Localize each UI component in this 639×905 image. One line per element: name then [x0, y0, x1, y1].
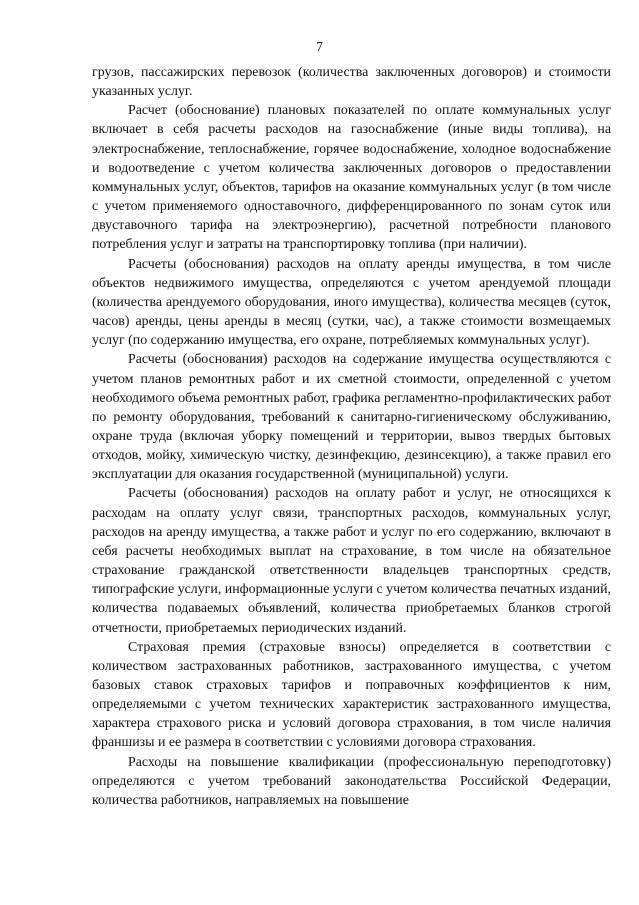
page-body [92, 63, 611, 810]
paragraph-5: Расчеты (обоснования) расходов на оплату работ и услуг, не относящихся к расходам на оплату услуг связи, транспортных расходов, коммунальных услуг, расходов на аренду имущества, а также работ и услуг по его содержанию, включают в себя расчеты необходимых выплат на страхование, в том числе на обязательное страхование гражданской ответственности владельцев транспортных средств, типографские услуги, информационные услуги с учетом количества печатных изданий, количества подаваемых объявлений, количества приобретаемых бланков строгой отчетности, приобретаемых периодических изданий. [92, 486, 611, 636]
paragraph-4: Расчеты (обоснования) расходов на содержание имущества осуществляются с учетом планов ремонтных работ и их сметной стоимости, определенной с учетом необходимого объема ремонтных работ, графика регламентно-профилактических работ по ремонту оборудования, требований к санитарно-гигиеническому обслуживанию, охране труда (включая уборку помещений и территории, вывоз твердых бытовых отходов, мойку, химическую чистку, дезинфекцию, дезинсекцию), а также правил его эксплуатации для оказания государственной (муниципальной) услуги. [92, 352, 611, 483]
paragraph-6: Страховая премия (страховые взносы) определяется в соответствии с количеством застрахованных работников, застрахованного имущества, с учетом базовых ставок страховых тарифов и поправочных коэффициентов к ним, определяемыми с учетом технических характеристик застрахованного имущества, характера страхового риска и условий договора страхования, в том числе наличия франшизы и ее размера в соответствии с условиями договора страхования. [92, 639, 611, 751]
page-number: 7 [316, 39, 323, 54]
paragraph-3: Расчеты (обоснования) расходов на оплату аренды имущества, в том числе объектов недвижимого имущества, определяются с учетом арендуемой площади (количества арендуемого оборудования, иного имущества), количества месяцев (суток, часов) аренды, цены аренды в месяц (сутки, час), а также стоимости возмещаемых услуг (по содержанию имущества, его охране, потребляемых коммунальных услуг). [92, 256, 611, 349]
paragraph-2: Расчет (обоснование) плановых показателей по оплате коммунальных услуг включает в себя расчеты расходов на газоснабжение (иные виды топлива), на электроснабжение, теплоснабжение, горячее водоснабжение, холодное водоснабжение и водоотведение с учетом количества заключенных договоров о предоставлении коммунальных услуг, объектов, тарифов на оказание коммунальных услуг (в том числе с учетом применяемого одноставочного, дифференцированного по зонам суток или двуставочного тарифа на электроэнергию), расчетной потребности планового потребления услуг и затраты на транспортировку топлива (при наличии). [92, 103, 611, 253]
paragraph-7: Расходы на повышение квалификации (профессиональную переподготовку) определяются с учетом требований законодательства Российской Федерации, количества работников, направляемых на повышение [92, 754, 611, 808]
paragraph-1: грузов, пассажирских перевозок (количества заключенных договоров) и стоимости указанных услуг. [92, 65, 611, 100]
